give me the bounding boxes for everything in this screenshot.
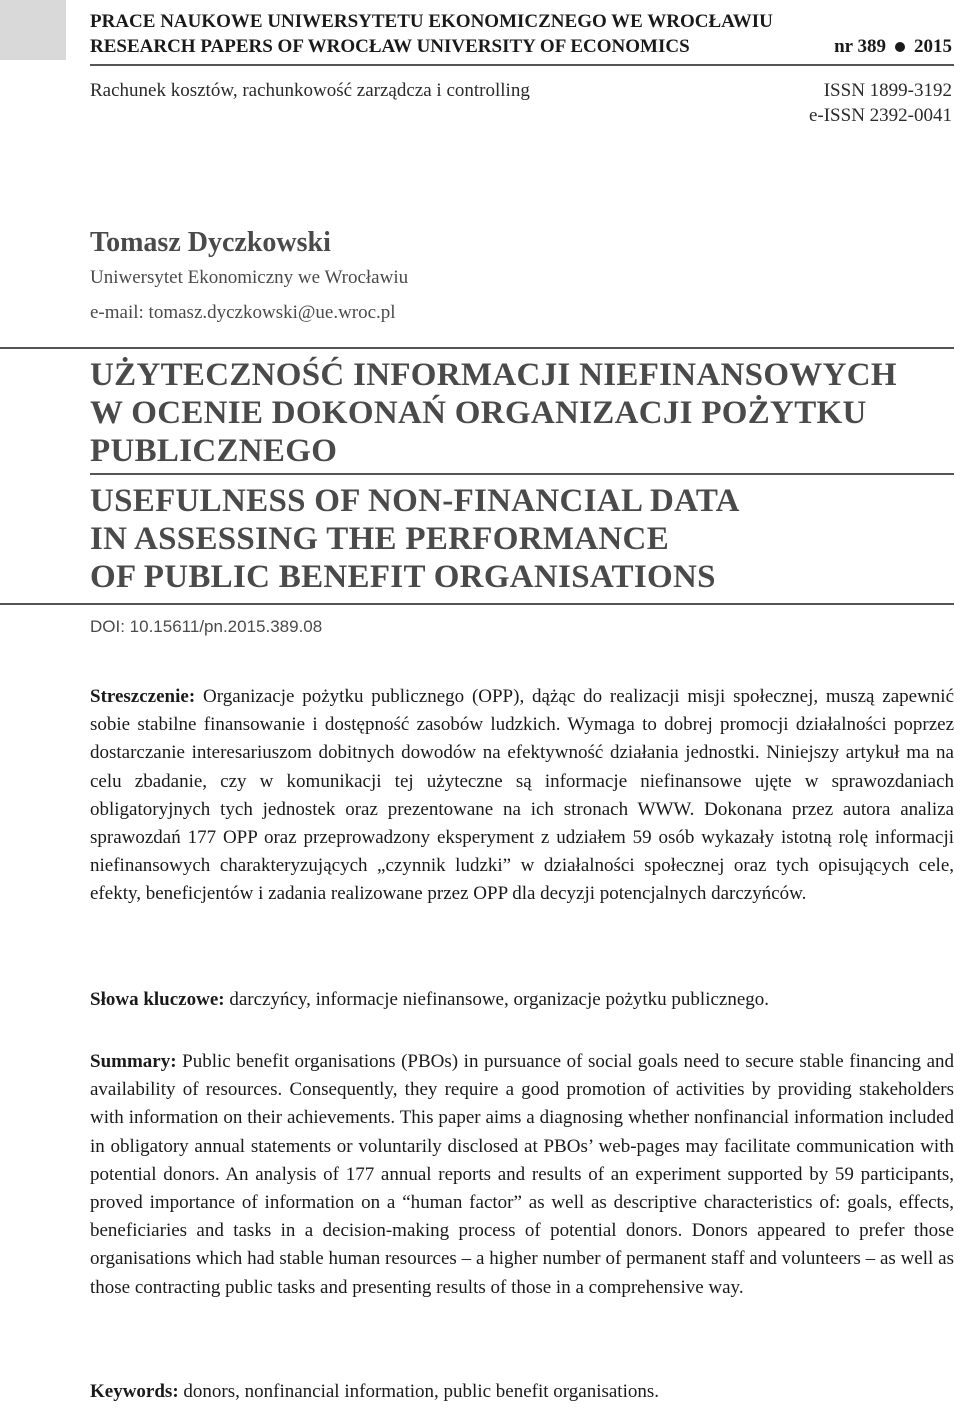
bullet-icon	[895, 42, 905, 52]
abstract-pl-text: Organizacje pożytku publicznego (OPP), dążąc do realizacji misji społecznej, muszą zapewnić sobie stabilne finansowanie i dostępność zasobów ludzkich. Wymaga to dobrej promocji działalności poprzez dostarczanie interesariuszom dobitnych dowodów na efektywność działania jednostki. Niniejszy artykuł ma na celu zbadanie, czy w komunikacji tej użyteczne są informacje niefinansowe ujęte w sprawozdaniach obligatoryjnych tych jednostek oraz prezentowane na ich stronach WWW. Dokonana przez autora analiza sprawozdań 177 OPP oraz przeprowadzony eksperyment z udziałem 59 osób wykazały istotną rolę informacji niefinansowych charakteryzujących „czynnik ludzki” w działalności społecznej oraz tych opisujących cele, efekty, beneficjentów i zadania realizowane przez OPP dla decyzji potencjalnych darczyńców.	[90, 686, 955, 905]
journal-series-en: RESEARCH PAPERS OF WROCŁAW UNIVERSITY OF ECONOMICS	[90, 36, 690, 57]
keywords-en-label: Keywords:	[90, 1381, 179, 1402]
author-name: Tomasz Dyczkowski	[90, 227, 331, 258]
title-bottom-rule	[0, 603, 954, 605]
abstract-en	[90, 1048, 954, 1302]
issue-year: 2015	[914, 36, 952, 57]
keywords-pl-label: Słowa kluczowe:	[90, 989, 225, 1010]
title-en-line: OF PUBLIC BENEFIT ORGANISATIONS	[90, 559, 716, 595]
keywords-pl	[90, 986, 954, 1014]
title-top-rule	[0, 347, 954, 349]
issn: ISSN 1899-3192	[823, 80, 952, 101]
title-en-line: IN ASSESSING THE PERFORMANCE	[90, 521, 670, 557]
abstract-en-label: Summary:	[90, 1051, 177, 1072]
author-affiliation: Uniwersytet Ekonomiczny we Wrocławiu	[90, 267, 409, 288]
author-email: e-mail: tomasz.dyczkowski@ue.wroc.pl	[90, 302, 396, 323]
title-en	[90, 482, 740, 596]
keywords-en	[90, 1378, 954, 1406]
abstract-en-text: Public benefit organisations (PBOs) in pursuance of social goals need to secure stable financing and availability of resources. Consequently, they require a good promotion of activities by providing stakeholders with information on their achievements. This paper aims a diagnosing whether nonfinancial information included in obligatory annual statements or voluntarily disclosed at PBOs’ web-pages may facilitate communication with potential donors. An analysis of 177 annual reports and results of an experiment supported by 59 participants, proved importance of information on a “human factor” as well as descriptive characteristics of: goals, effects, beneficiaries and tasks in a decision-making process of potential donors. Donors appeared to prefer those organisations which had stable human resources – a higher number of permanent staff and volunteers – as well as those contracting public tasks and presenting results of those in a comprehensive way.	[90, 1051, 954, 1298]
journal-series-pl: PRACE NAUKOWE UNIWERSYTETU EKONOMICZNEGO WE WROCŁAWIU	[90, 11, 773, 32]
keywords-en-text: donors, nonfinancial information, public benefit organisations.	[183, 1381, 660, 1402]
title-en-line: USEFULNESS OF NON-FINANCIAL DATA	[90, 483, 740, 519]
header-grey-block	[0, 0, 66, 60]
volume-title: Rachunek kosztów, rachunkowość zarządcza i controlling	[90, 80, 530, 101]
abstract-pl	[90, 683, 954, 909]
issue-number: nr 389	[834, 36, 886, 57]
eissn: e-ISSN 2392-0041	[808, 105, 952, 126]
keywords-pl-text: darczyńcy, informacje niefinansowe, organizacje pożytku publicznego.	[229, 989, 770, 1010]
issue-info	[834, 35, 952, 59]
header-rule	[90, 64, 954, 66]
abstract-pl-label: Streszczenie:	[90, 686, 196, 707]
title-middle-rule	[90, 473, 954, 475]
title-pl-line: UŻYTECZNOŚĆ INFORMACJI NIEFINANSOWYCH	[90, 357, 897, 393]
title-pl-line: PUBLICZNEGO	[90, 433, 338, 469]
title-pl-line: W OCENIE DOKONAŃ ORGANIZACJI POŻYTKU	[90, 395, 867, 431]
doi: DOI: 10.15611/pn.2015.389.08	[90, 617, 323, 636]
title-pl	[90, 356, 897, 470]
